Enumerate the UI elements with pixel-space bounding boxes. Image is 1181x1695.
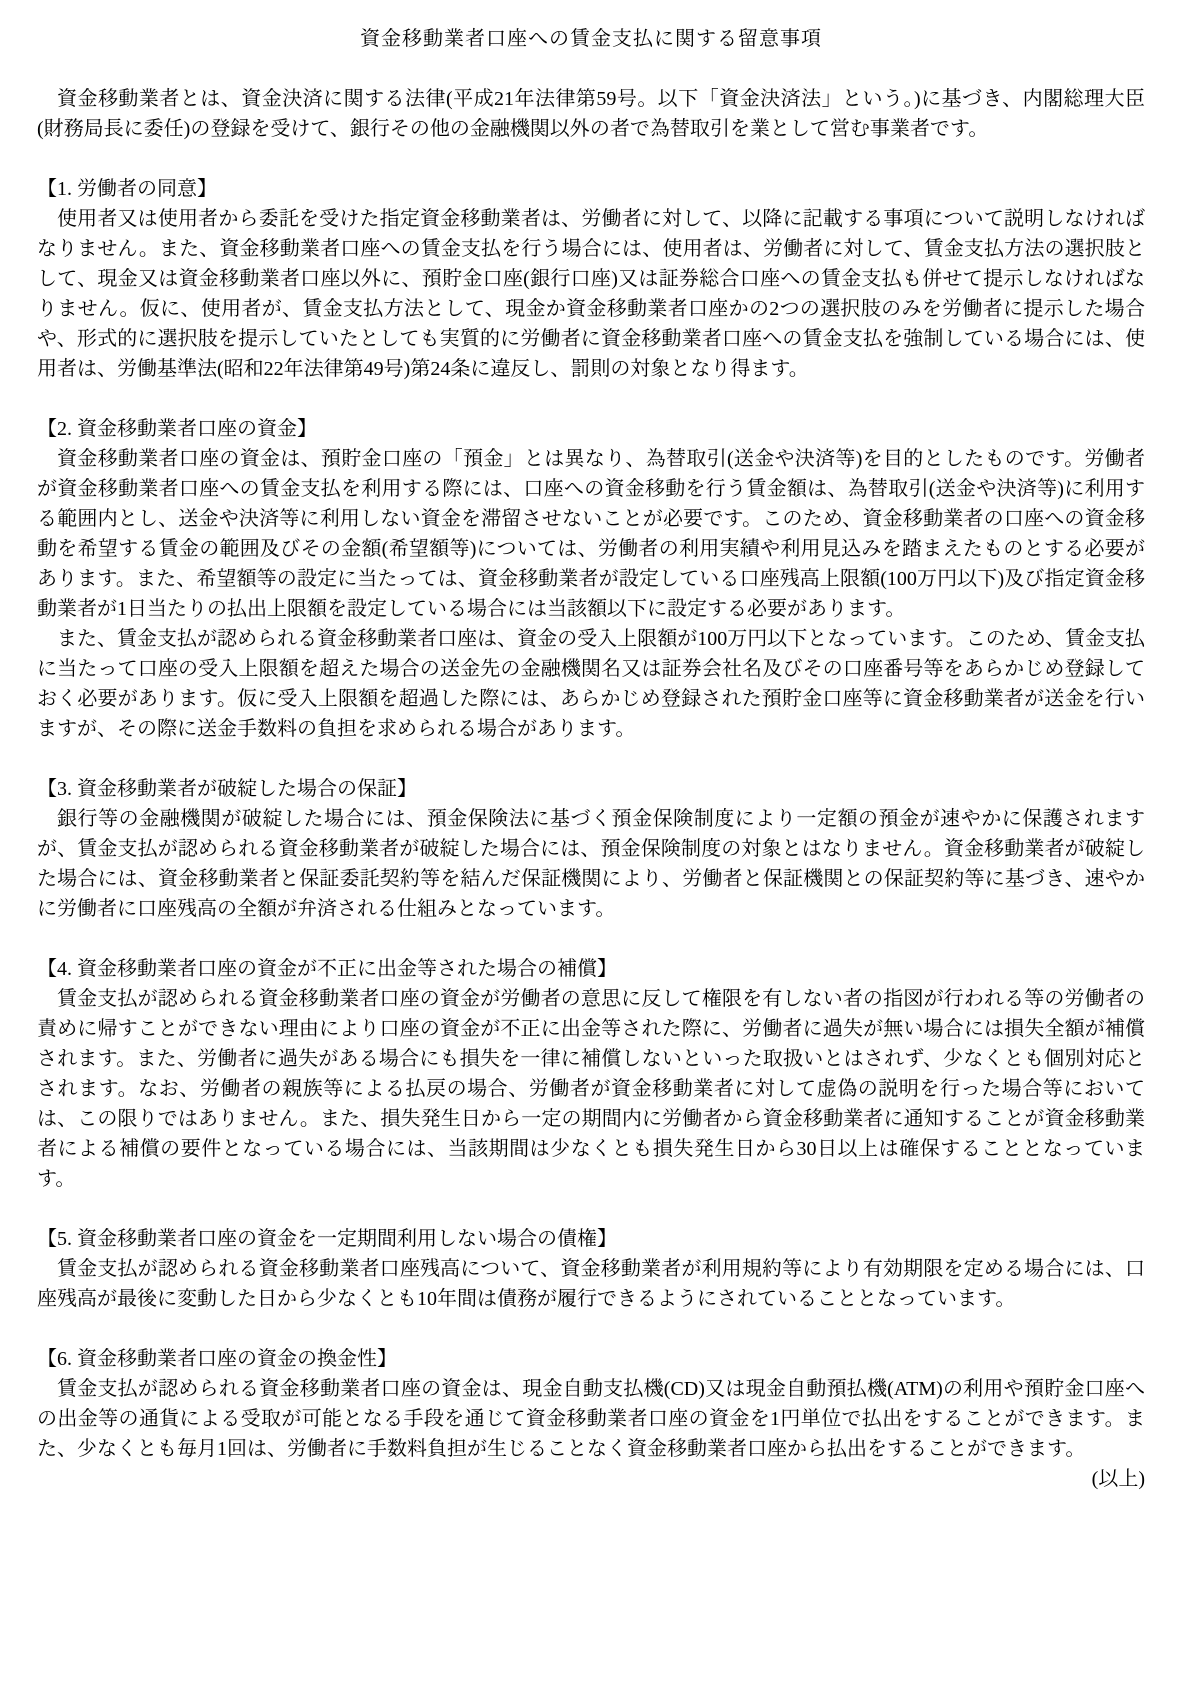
section-5-paragraph: 賃金支払が認められる資金移動業者口座残高について、資金移動業者が利用規約等により有効期限を定める場合には、口座残高が最後に変動した日から少なくとも10年間は債務が履行できるようにされていることとなっています。 <box>37 1258 1145 1310</box>
section-1-heading: 【1. 労働者の同意】 <box>37 178 217 200</box>
section-2-paragraph-1: 資金移動業者口座の資金は、預貯金口座の「預金」とは異なり、為替取引(送金や決済等)を目的としたものです。労働者が資金移動業者口座への賃金支払を利用する際には、口座への資金移動を行う賃金額は、為替取引(送金や決済等)に利用する範囲内とし、送金や決済等に利用しない資金を滞留させないことが必要です。このため、資金移動業者の口座への資金移動を希望する賃金の範囲及びその金額(希望額等)については、労働者の利用実績や利用見込みを踏まえたものとする必要があります。また、希望額等の設定に当たっては、資金移動業者が設定している口座残高上限額(100万円以下)及び指定資金移動業者が1日当たりの払出上限額を設定している場合には当該額以下に設定する必要があります。 <box>37 448 1145 620</box>
section-5-heading: 【5. 資金移動業者口座の資金を一定期間利用しない場合の債権】 <box>37 1228 617 1250</box>
section-3-heading: 【3. 資金移動業者が破綻した場合の保証】 <box>37 778 417 800</box>
section-2 <box>37 414 1145 744</box>
section-5 <box>37 1224 1145 1314</box>
document-title: 資金移動業者口座への賃金支払に関する留意事項 <box>360 28 822 50</box>
closing-mark: (以上) <box>1091 1468 1145 1490</box>
section-3 <box>37 774 1145 924</box>
section-6 <box>37 1344 1145 1464</box>
section-2-heading: 【2. 資金移動業者口座の資金】 <box>37 418 317 440</box>
section-2-paragraph-2: また、賃金支払が認められる資金移動業者口座は、資金の受入上限額が100万円以下となっています。このため、賃金支払に当たって口座の受入上限額を超えた場合の送金先の金融機関名又は証券会社名及びその口座番号等をあらかじめ登録しておく必要があります。仮に受入上限額を超過した際には、あらかじめ登録された預貯金口座等に資金移動業者が送金を行いますが、その際に送金手数料の負担を求められる場合があります。 <box>37 628 1145 740</box>
section-4-paragraph: 賃金支払が認められる資金移動業者口座の資金が労働者の意思に反して権限を有しない者の指図が行われる等の労働者の責めに帰すことができない理由により口座の資金が不正に出金等された際に、労働者に過失が無い場合には損失全額が補償されます。また、労働者に過失がある場合にも損失を一律に補償しないといった取扱いとはされず、少なくとも個別対応とされます。なお、労働者の親族等による払戻の場合、労働者が資金移動業者に対して虚偽の説明を行った場合等においては、この限りではありません。また、損失発生日から一定の期間内に労働者から資金移動業者に通知することが資金移動業者による補償の要件となっている場合には、当該期間は少なくとも損失発生日から30日以上は確保することとなっています。 <box>37 988 1145 1190</box>
section-3-paragraph: 銀行等の金融機関が破綻した場合には、預金保険法に基づく預金保険制度により一定額の預金が速やかに保護されますが、賃金支払が認められる資金移動業者が破綻した場合には、預金保険制度の対象とはなりません。資金移動業者が破綻した場合には、資金移動業者と保証委託契約等を結んだ保証機関により、労働者と保証機関との保証契約等に基づき、速やかに労働者に口座残高の全額が弁済される仕組みとなっています。 <box>37 808 1145 920</box>
section-4 <box>37 954 1145 1194</box>
intro-paragraph: 資金移動業者とは、資金決済に関する法律(平成21年法律第59号。以下「資金決済法」という。)に基づき、内閣総理大臣(財務局長に委任)の登録を受けて、銀行その他の金融機関以外の者で為替取引を業として営む事業者です。 <box>37 88 1145 140</box>
section-1 <box>37 174 1145 384</box>
section-6-heading: 【6. 資金移動業者口座の資金の換金性】 <box>37 1348 397 1370</box>
section-6-paragraph: 賃金支払が認められる資金移動業者口座の資金は、現金自動支払機(CD)又は現金自動預払機(ATM)の利用や預貯金口座への出金等の通貨による受取が可能となる手段を通じて資金移動業者口座の資金を1円単位で払出をすることができます。また、少なくとも毎月1回は、労働者に手数料負担が生じることなく資金移動業者口座から払出をすることができます。 <box>37 1378 1145 1460</box>
section-1-paragraph: 使用者又は使用者から委託を受けた指定資金移動業者は、労働者に対して、以降に記載する事項について説明しなければなりません。また、資金移動業者口座への賃金支払を行う場合には、使用者は、労働者に対して、賃金支払方法の選択肢として、現金又は資金移動業者口座以外に、預貯金口座(銀行口座)又は証券総合口座への賃金支払も併せて提示しなければなりません。仮に、使用者が、賃金支払方法として、現金か資金移動業者口座かの2つの選択肢のみを労働者に提示した場合や、形式的に選択肢を提示していたとしても実質的に労働者に資金移動業者口座への賃金支払を強制している場合には、使用者は、労働基準法(昭和22年法律第49号)第24条に違反し、罰則の対象となり得ます。 <box>37 208 1145 380</box>
section-4-heading: 【4. 資金移動業者口座の資金が不正に出金等された場合の補償】 <box>37 958 617 980</box>
